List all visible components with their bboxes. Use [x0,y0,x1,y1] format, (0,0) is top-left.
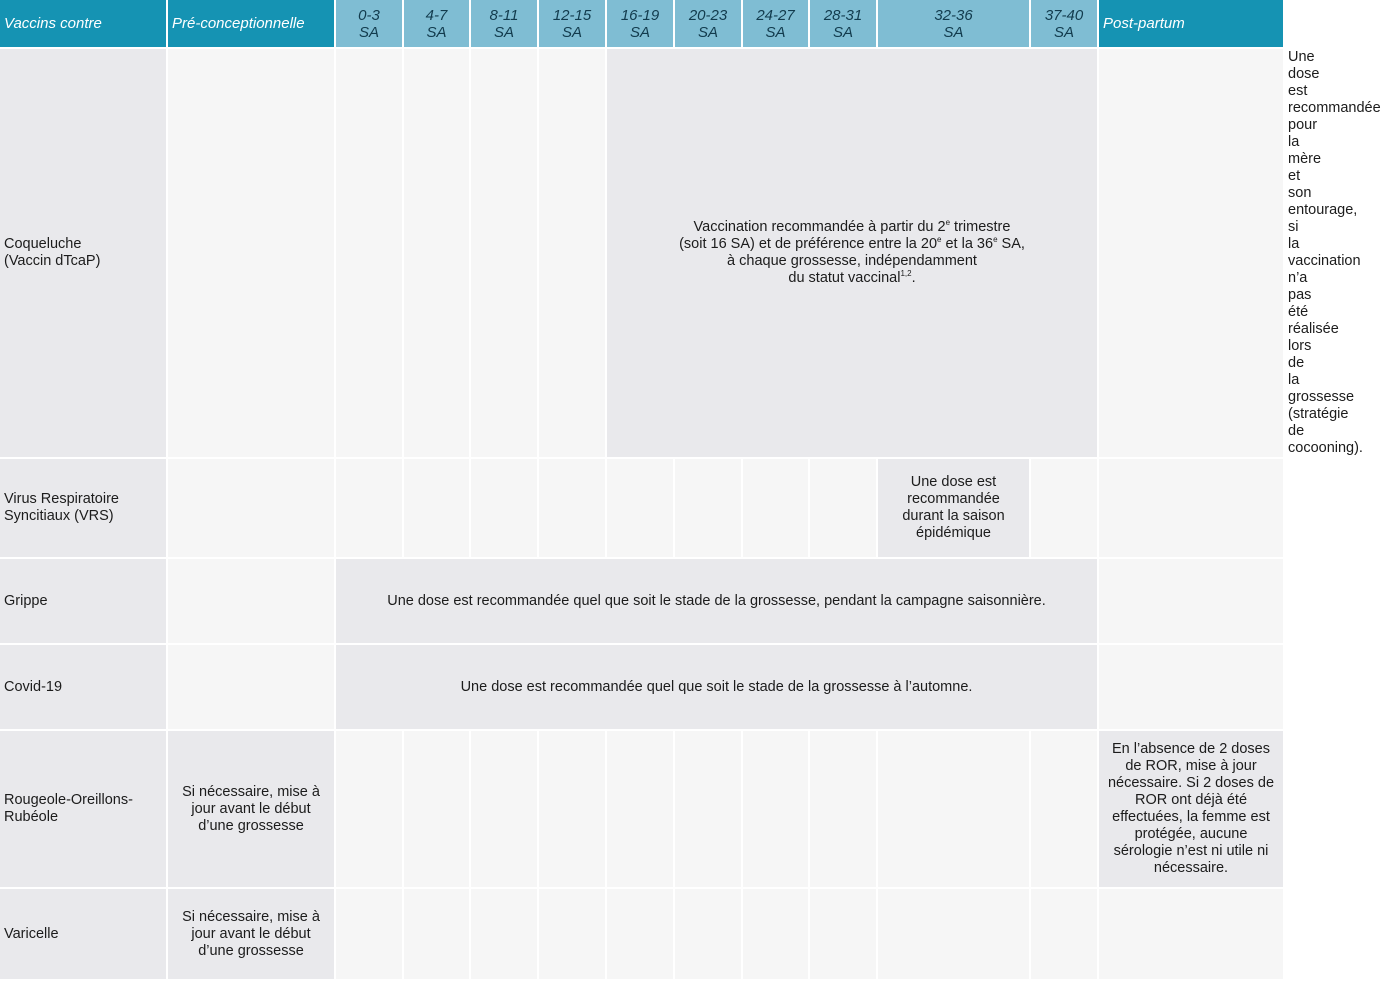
empty-cell [168,645,334,729]
header-vaccins: Vaccins contre [0,0,166,47]
empty-cell [810,731,876,887]
empty-cell [810,889,876,979]
empty-cell [810,459,876,557]
empty-cell [1031,459,1097,557]
covid-pregnancy-recommendation: Une dose est recommandée quel que soit le stade de la grossesse à l’automne. [336,645,1097,729]
empty-cell [539,731,605,887]
table-row-vrs [0,459,1285,557]
header-week: 16-19 SA [607,0,673,47]
empty-cell [607,459,673,557]
empty-cell [607,731,673,887]
empty-cell [743,889,808,979]
header-week: 28-31 SA [810,0,876,47]
empty-cell [878,889,1029,979]
header-row [0,0,1285,47]
empty-cell [168,559,334,643]
empty-cell [539,889,605,979]
header-week: 8-11 SA [471,0,537,47]
empty-cell [404,49,469,457]
header-post-partum: Post-partum [1099,0,1283,47]
empty-cell [878,731,1029,887]
empty-cell [675,889,741,979]
table-row-covid [0,645,1285,729]
coqueluche-pregnancy-recommendation: Vaccination recommandée à partir du 2e trimestre (soit 16 SA) et de préférence entre la 20e et la 36e SA, à chaque grossesse, indépendamment du statut vaccinal$^{1,2}$. [607,49,1097,457]
empty-cell [675,459,741,557]
empty-cell [1099,889,1283,979]
empty-cell [404,889,469,979]
vaccine-name: Covid-19 [0,645,166,729]
header-week: 24-27 SA [743,0,808,47]
empty-cell [336,731,402,887]
empty-cell [168,49,334,457]
empty-cell [471,49,537,457]
header-week: 12-15 SA [539,0,605,47]
varicelle-pre-conception: Si nécessaire, mise à jour avant le début d’une grossesse [168,889,334,979]
vaccine-name: Varicelle [0,889,166,979]
empty-cell [336,459,402,557]
empty-cell [471,889,537,979]
empty-cell [1099,559,1283,643]
empty-cell [675,731,741,887]
empty-cell [1099,459,1283,557]
vaccine-name: Rougeole-Oreillons- Rubéole [0,731,166,887]
ror-pre-conception: Si nécessaire, mise à jour avant le début d’une grossesse [168,731,334,887]
header-week: 0-3 SA [336,0,402,47]
empty-cell [1099,49,1283,457]
vaccine-name: Grippe [0,559,166,643]
table-row-varicelle [0,889,1285,979]
table-row-coqueluche: Coqueluche (Vaccin dTcaP) Vaccination recommandée à partir du 2e trimestre (soit 16 SA) et de préférence entre la 20e et la 36e SA, à chaque grossesse, indépendamment du statut vaccinal$^{1,2}$. Une dose est recommandée pour la mère et son entourage, si la vaccination n’a pas été réalisée lors de la grossesse (stratégie de cocooning). [0,49,1285,457]
empty-cell [336,889,402,979]
header-week: 32-36 SA [878,0,1029,47]
table-row-ror [0,731,1285,887]
empty-cell [1031,731,1097,887]
empty-cell [1099,645,1283,729]
vrs-pregnancy-recommendation: Une dose est recommandée durant la saison épidémique [878,459,1029,557]
empty-cell [404,459,469,557]
empty-cell [404,731,469,887]
empty-cell [471,459,537,557]
empty-cell [743,459,808,557]
header-week: 37-40 SA [1031,0,1097,47]
empty-cell [539,459,605,557]
empty-cell [471,731,537,887]
ror-post-partum: En l’absence de 2 doses de ROR, mise à jour nécessaire. Si 2 doses de ROR ont déjà été effectuées, la femme est protégée, aucune sérologie n’est ni utile ni nécessaire. [1099,731,1283,887]
header-week: 20-23 SA [675,0,741,47]
empty-cell [607,889,673,979]
table-row-grippe [0,559,1285,643]
empty-cell [539,49,605,457]
empty-cell [168,459,334,557]
empty-cell [743,731,808,887]
grippe-pregnancy-recommendation: Une dose est recommandée quel que soit le stade de la grossesse, pendant la campagne saisonnière. [336,559,1097,643]
vaccine-name: Coqueluche (Vaccin dTcaP) [0,49,166,457]
vaccine-name: Virus Respiratoire Syncitiaux (VRS) [0,459,166,557]
empty-cell [336,49,402,457]
empty-cell [1031,889,1097,979]
header-pre-conceptionnelle: Pré-conceptionnelle [168,0,334,47]
header-week: 4-7 SA [404,0,469,47]
